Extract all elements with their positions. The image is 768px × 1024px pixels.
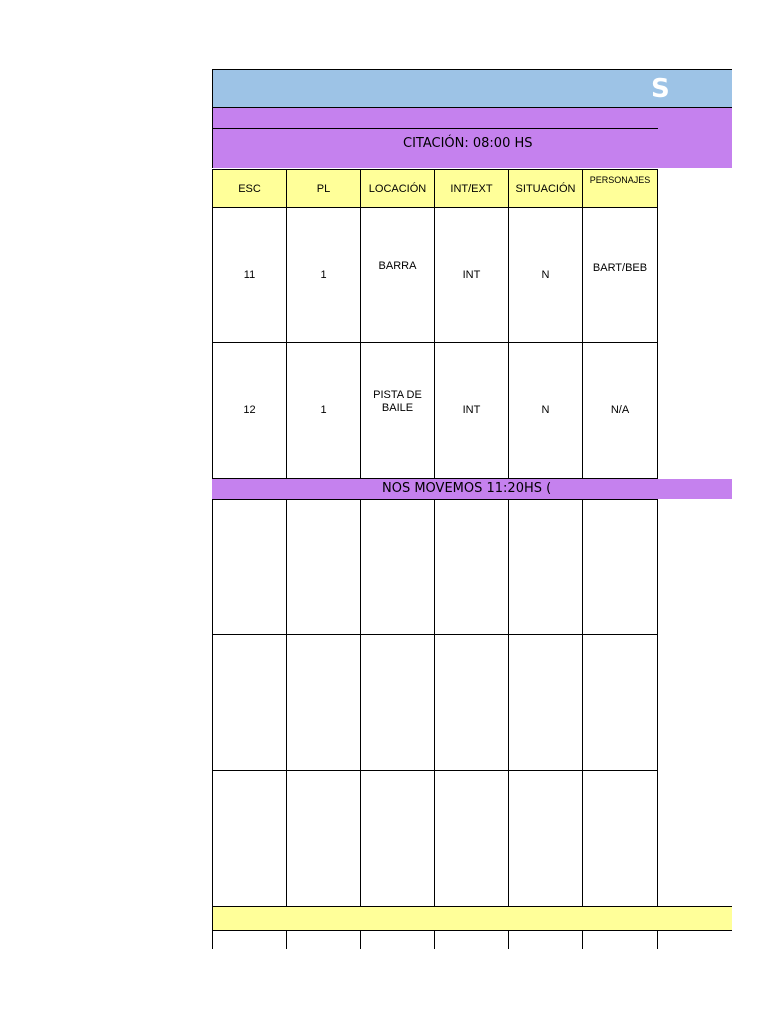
header-int-ext: INT/EXT	[434, 169, 509, 208]
cell-esc: 12	[212, 342, 287, 479]
header-esc: ESC	[212, 169, 287, 208]
header-locacion: LOCACIÓN	[360, 169, 435, 208]
cell-situacion: N	[508, 342, 583, 479]
grid-stub	[657, 931, 658, 949]
header-situacion: SITUACIÓN	[508, 169, 583, 208]
empty-cell	[212, 634, 287, 771]
grid-stub	[286, 931, 287, 949]
empty-cell	[582, 770, 658, 907]
grid-stub	[434, 931, 435, 949]
empty-cell	[360, 499, 435, 635]
empty-cell	[286, 499, 361, 635]
empty-cell	[212, 770, 287, 907]
cell-locacion: BARRA	[360, 207, 435, 343]
table-header-row	[212, 169, 658, 208]
citacion-band	[212, 128, 732, 168]
cell-personajes: N/A	[582, 342, 658, 479]
cell-pl: 1	[286, 342, 361, 479]
header-pl: PL	[286, 169, 361, 208]
empty-cell	[434, 770, 509, 907]
empty-cell	[434, 499, 509, 635]
yellow-band	[212, 906, 732, 931]
purple-spacer-band	[212, 108, 732, 129]
empty-cell	[286, 770, 361, 907]
table-row	[212, 207, 658, 343]
cell-situacion: N	[508, 207, 583, 343]
citacion-text: CITACIÓN: 08:00 HS	[403, 136, 533, 151]
empty-cell	[434, 634, 509, 771]
empty-cell	[212, 499, 287, 635]
move-note: NOS MOVEMOS 11:20HS (	[382, 481, 552, 496]
cell-int-ext: INT	[434, 207, 509, 343]
empty-cell	[582, 634, 658, 771]
grid-stub	[508, 931, 509, 949]
empty-cell	[360, 634, 435, 771]
empty-cell	[582, 499, 658, 635]
cell-personajes: BART/BEB	[582, 207, 658, 343]
grid-stub	[360, 931, 361, 949]
header-personajes: PERSONAJES	[582, 169, 658, 208]
move-band	[212, 479, 732, 499]
cell-locacion: PISTA DE BAILE	[360, 342, 435, 479]
cell-int-ext: INT	[434, 342, 509, 479]
empty-cell	[508, 634, 583, 771]
empty-cell	[286, 634, 361, 771]
empty-cell	[508, 770, 583, 907]
grid-stub	[582, 931, 583, 949]
empty-cell	[360, 770, 435, 907]
grid-stub	[212, 931, 213, 949]
table-row	[212, 634, 658, 771]
title-fragment: S	[651, 74, 670, 104]
table-row	[212, 342, 658, 479]
empty-cell	[508, 499, 583, 635]
cell-pl: 1	[286, 207, 361, 343]
cell-esc: 11	[212, 207, 287, 343]
title-band	[212, 69, 732, 108]
table-row	[212, 499, 658, 635]
table-row	[212, 770, 658, 907]
